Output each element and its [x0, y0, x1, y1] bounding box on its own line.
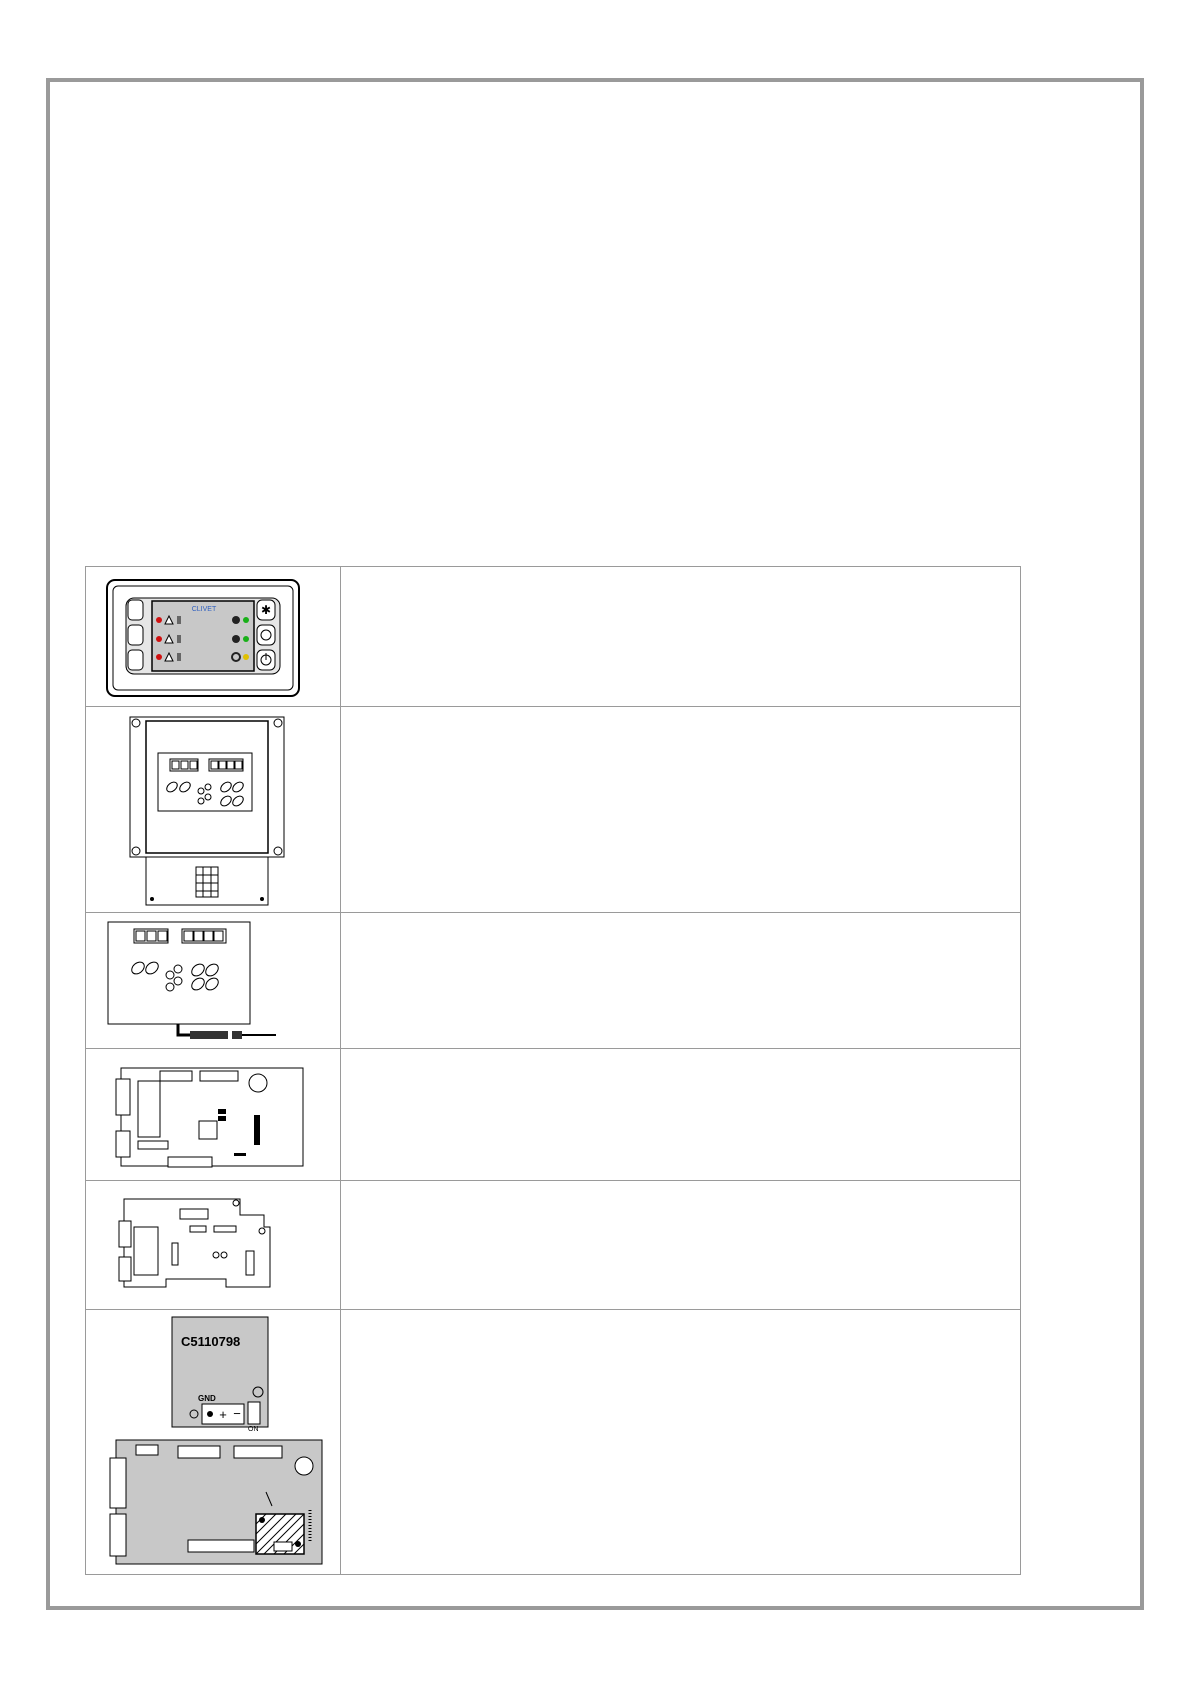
table-row — [86, 1310, 1021, 1575]
svg-text:CLIVET: CLIVET — [191, 606, 217, 613]
accessory-image-cell — [86, 567, 341, 707]
accessory-image-cell — [86, 913, 341, 1049]
svg-text:✱: ✱ — [260, 603, 272, 617]
serial-board-icon — [86, 1310, 340, 1574]
accessory-description-cell — [341, 567, 1021, 707]
accessory-image-cell — [86, 707, 341, 913]
accessory-description-cell — [341, 1049, 1021, 1181]
svg-text:−: − — [233, 1406, 241, 1421]
expansion-board-icon — [86, 1181, 340, 1309]
table-row — [86, 1181, 1021, 1310]
accessory-image-cell — [86, 1181, 341, 1310]
gnd-label: GND — [198, 1394, 216, 1403]
table-row — [86, 707, 1021, 913]
on-label: ON — [248, 1426, 259, 1433]
accessory-image-cell — [86, 1049, 341, 1181]
keyboard-with-cable-icon — [86, 913, 340, 1048]
accessory-image-cell — [86, 1310, 341, 1575]
table-row — [86, 1049, 1021, 1181]
accessory-description-cell — [341, 707, 1021, 913]
accessory-description-cell — [341, 913, 1021, 1049]
serial-board-code: C5110798 — [181, 1334, 241, 1349]
table-row — [86, 913, 1021, 1049]
accessory-description-cell — [341, 1310, 1021, 1575]
wall-remote-keyboard-icon — [86, 707, 340, 912]
control-board-icon — [86, 1049, 340, 1180]
accessory-table — [85, 566, 1021, 1575]
panel-remote-control-icon — [86, 567, 340, 706]
svg-text:+: + — [219, 1407, 227, 1422]
accessory-description-cell — [341, 1181, 1021, 1310]
table-row — [86, 567, 1021, 707]
